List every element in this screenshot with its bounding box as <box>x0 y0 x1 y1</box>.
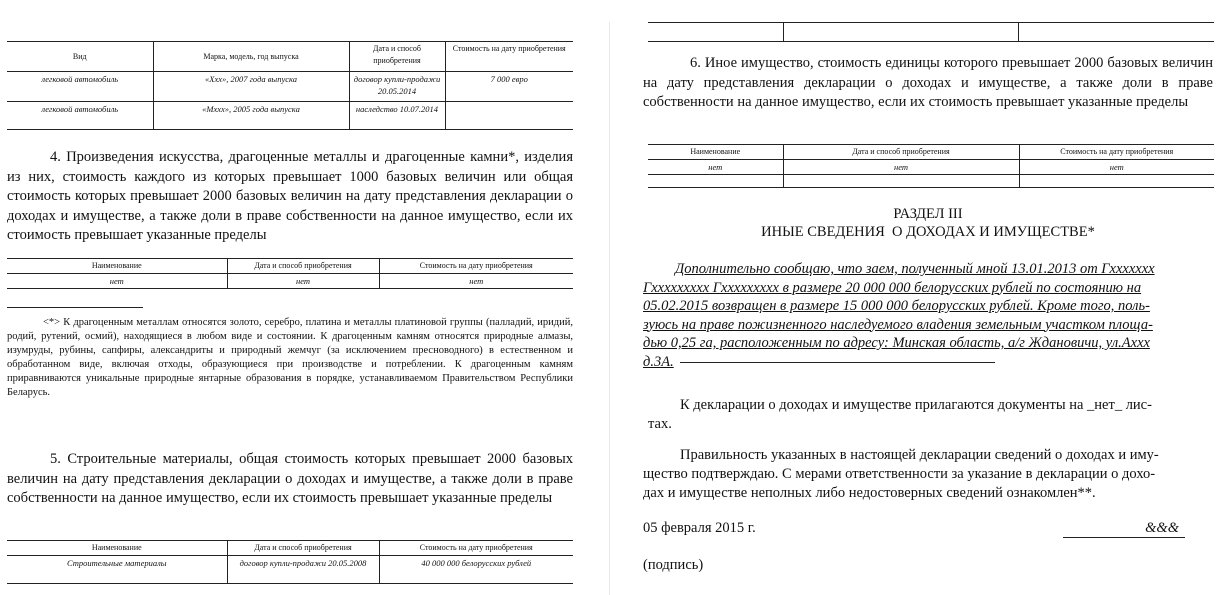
signature-label: (подпись) <box>643 557 704 573</box>
table-header-row <box>7 541 573 556</box>
header-cell: Стоимость на дату приобретения <box>379 541 573 556</box>
table-header-row <box>7 259 573 274</box>
header-cell: Стоимость на дату приобретения <box>379 259 573 274</box>
table-cell: наследство 10.07.2014 <box>349 102 445 130</box>
section-3-additional-info <box>643 260 1215 371</box>
footnote-separator <box>7 307 143 308</box>
header-cell: Вид <box>72 51 87 61</box>
header-cell: Наименование <box>690 147 741 156</box>
info-line: дью 0,25 га, расположенным по адресу: Минская область, а/г Ждановичи, ул.Аххх <box>643 335 1150 351</box>
info-line: 05.02.2015 возвращен в размере 15 000 000 белорусских рублей. Кроме того, поль- <box>643 298 1150 314</box>
table-cell: договор купли-продажи 20.05.2014 <box>349 72 445 102</box>
section-6-text: 6. Иное имущество, стоимость единицы которого превышает 2000 базовых величин на дату представления декларации о доходах и имуществе, а также доли в праве собственности на данное имущество, если их стоимость превышает указанные пределы <box>643 55 1213 110</box>
table-cell: нет <box>109 276 124 286</box>
declaration-date: 05 февраля 2015 г. <box>643 520 756 536</box>
table-row <box>7 556 573 584</box>
table-header-row <box>648 145 1214 160</box>
section-3-title: РАЗДЕЛ III <box>893 206 963 222</box>
header-cell: Марка, модель, год выпуска <box>153 42 349 72</box>
info-line: д.3А. <box>643 353 674 370</box>
confirmation-line-3: дах и имуществе неполных либо недостоверных сведений ознакомлен**. <box>643 485 1096 501</box>
table-row <box>7 72 573 102</box>
table-cell: 40 000 000 белорусских рублей <box>379 556 573 584</box>
table-cell: легковой автомобиль <box>41 74 119 84</box>
table-cell: Строительные материалы <box>66 558 167 568</box>
section-5-text: 5. Строительные материалы, общая стоимость которых превышает 2000 базовых величин на дату представления декларации о доходах и имуществе, а также доли в праве собственности на данное имущество, если их стоимость превышает указанные пределы <box>7 451 573 506</box>
table-cell: «Ххх», 2007 года выпуска <box>153 72 349 102</box>
header-cell: Дата и способ приобретения <box>349 42 445 72</box>
header-cell: Дата и способ приобретения <box>227 259 379 274</box>
table-cell: нет <box>783 160 1019 175</box>
table-row-empty <box>648 175 1214 188</box>
table-cell <box>445 102 573 130</box>
info-end-line <box>680 362 995 363</box>
attachments-line-2: тах. <box>648 416 672 432</box>
table-cell: 7 000 евро <box>445 72 573 102</box>
table-cell: договор купли-продажи 20.05.2008 <box>227 556 379 584</box>
page-divider <box>609 22 610 595</box>
info-line: Гххххххххх Гххххххххх в размере 20 000 000 белорусских рублей по состоянию на <box>643 279 1142 296</box>
table-cell: «Мххх», 2005 года выпуска <box>153 102 349 130</box>
section-5-table <box>7 540 573 584</box>
header-cell: Дата и способ приобретения <box>227 541 379 556</box>
section-3-subtitle: ИНЫЕ СВЕДЕНИЯ О ДОХОДАХ И ИМУЩЕСТВЕ* <box>761 224 1095 240</box>
header-cell: Стоимость на дату приобретения <box>1019 145 1214 160</box>
confirmation-line-2: щество подтверждаю. С мерами ответственности за указание в декларации о дохо- <box>643 466 1156 482</box>
vehicles-table <box>7 41 573 130</box>
table-cell: нет <box>227 274 379 289</box>
table-cell: нет <box>379 274 573 289</box>
section-6-table <box>648 144 1214 188</box>
table-cell: нет <box>708 162 723 172</box>
section-4-text: 4. Произведения искусства, драгоценные металлы и драгоценные камни*, изделия из них, стоимость каждого из которых превышает 1000 базовых величин или общая стоимость которых превышает 2000 базовых величин на дату представления декларации о доходах и имуществе, а также доли в праве собственности на данное имущество, если их стоимость превышает указанные пределы <box>7 149 573 243</box>
table-row <box>7 102 573 130</box>
info-line: Дополнительно сообщаю, что заем, полученный мной 13.01.2013 от Гххххххх <box>675 261 1155 277</box>
previous-table-stub <box>648 22 1214 42</box>
header-cell: Наименование <box>91 543 142 552</box>
header-cell: Дата и способ приобретения <box>783 145 1019 160</box>
header-cell: Стоимость на дату приобретения <box>445 42 573 72</box>
header-cell: Наименование <box>91 261 142 270</box>
table-row <box>648 160 1214 175</box>
attachments-line: К декларации о доходах и имуществе прилагаются документы на _нет_ лис- <box>680 397 1152 413</box>
table-row <box>7 274 573 289</box>
info-line: зуюсь на праве пожизненного наследуемого владения земельным участком площа- <box>643 316 1153 333</box>
signature: &&& <box>1063 519 1185 538</box>
footnote-text: <*> К драгоценным металлам относятся золото, серебро, платина и металлы платиновой группы (палладий, иридий, родий, рутений, осмий), находящиеся в любом виде и состоянии. К драгоценным камням относятся природные алмазы, изумруды, рубины, сапфиры, александриты и природный жемчуг (за исключением пресноводного) в естественном и обработанном виде, включая отходы, образующиеся при производстве и потреблении. К драгоценным камням приравниваются уникальные природные янтарные образования в порядке, устанавливаемом Правительством Республики Беларусь. <box>7 317 573 398</box>
table-header-row <box>7 42 573 72</box>
confirmation-line: Правильность указанных в настоящей декларации сведений о доходах и иму- <box>680 447 1159 463</box>
table-cell: нет <box>1019 160 1214 175</box>
section-4-table <box>7 258 573 289</box>
table-cell: легковой автомобиль <box>41 104 119 114</box>
